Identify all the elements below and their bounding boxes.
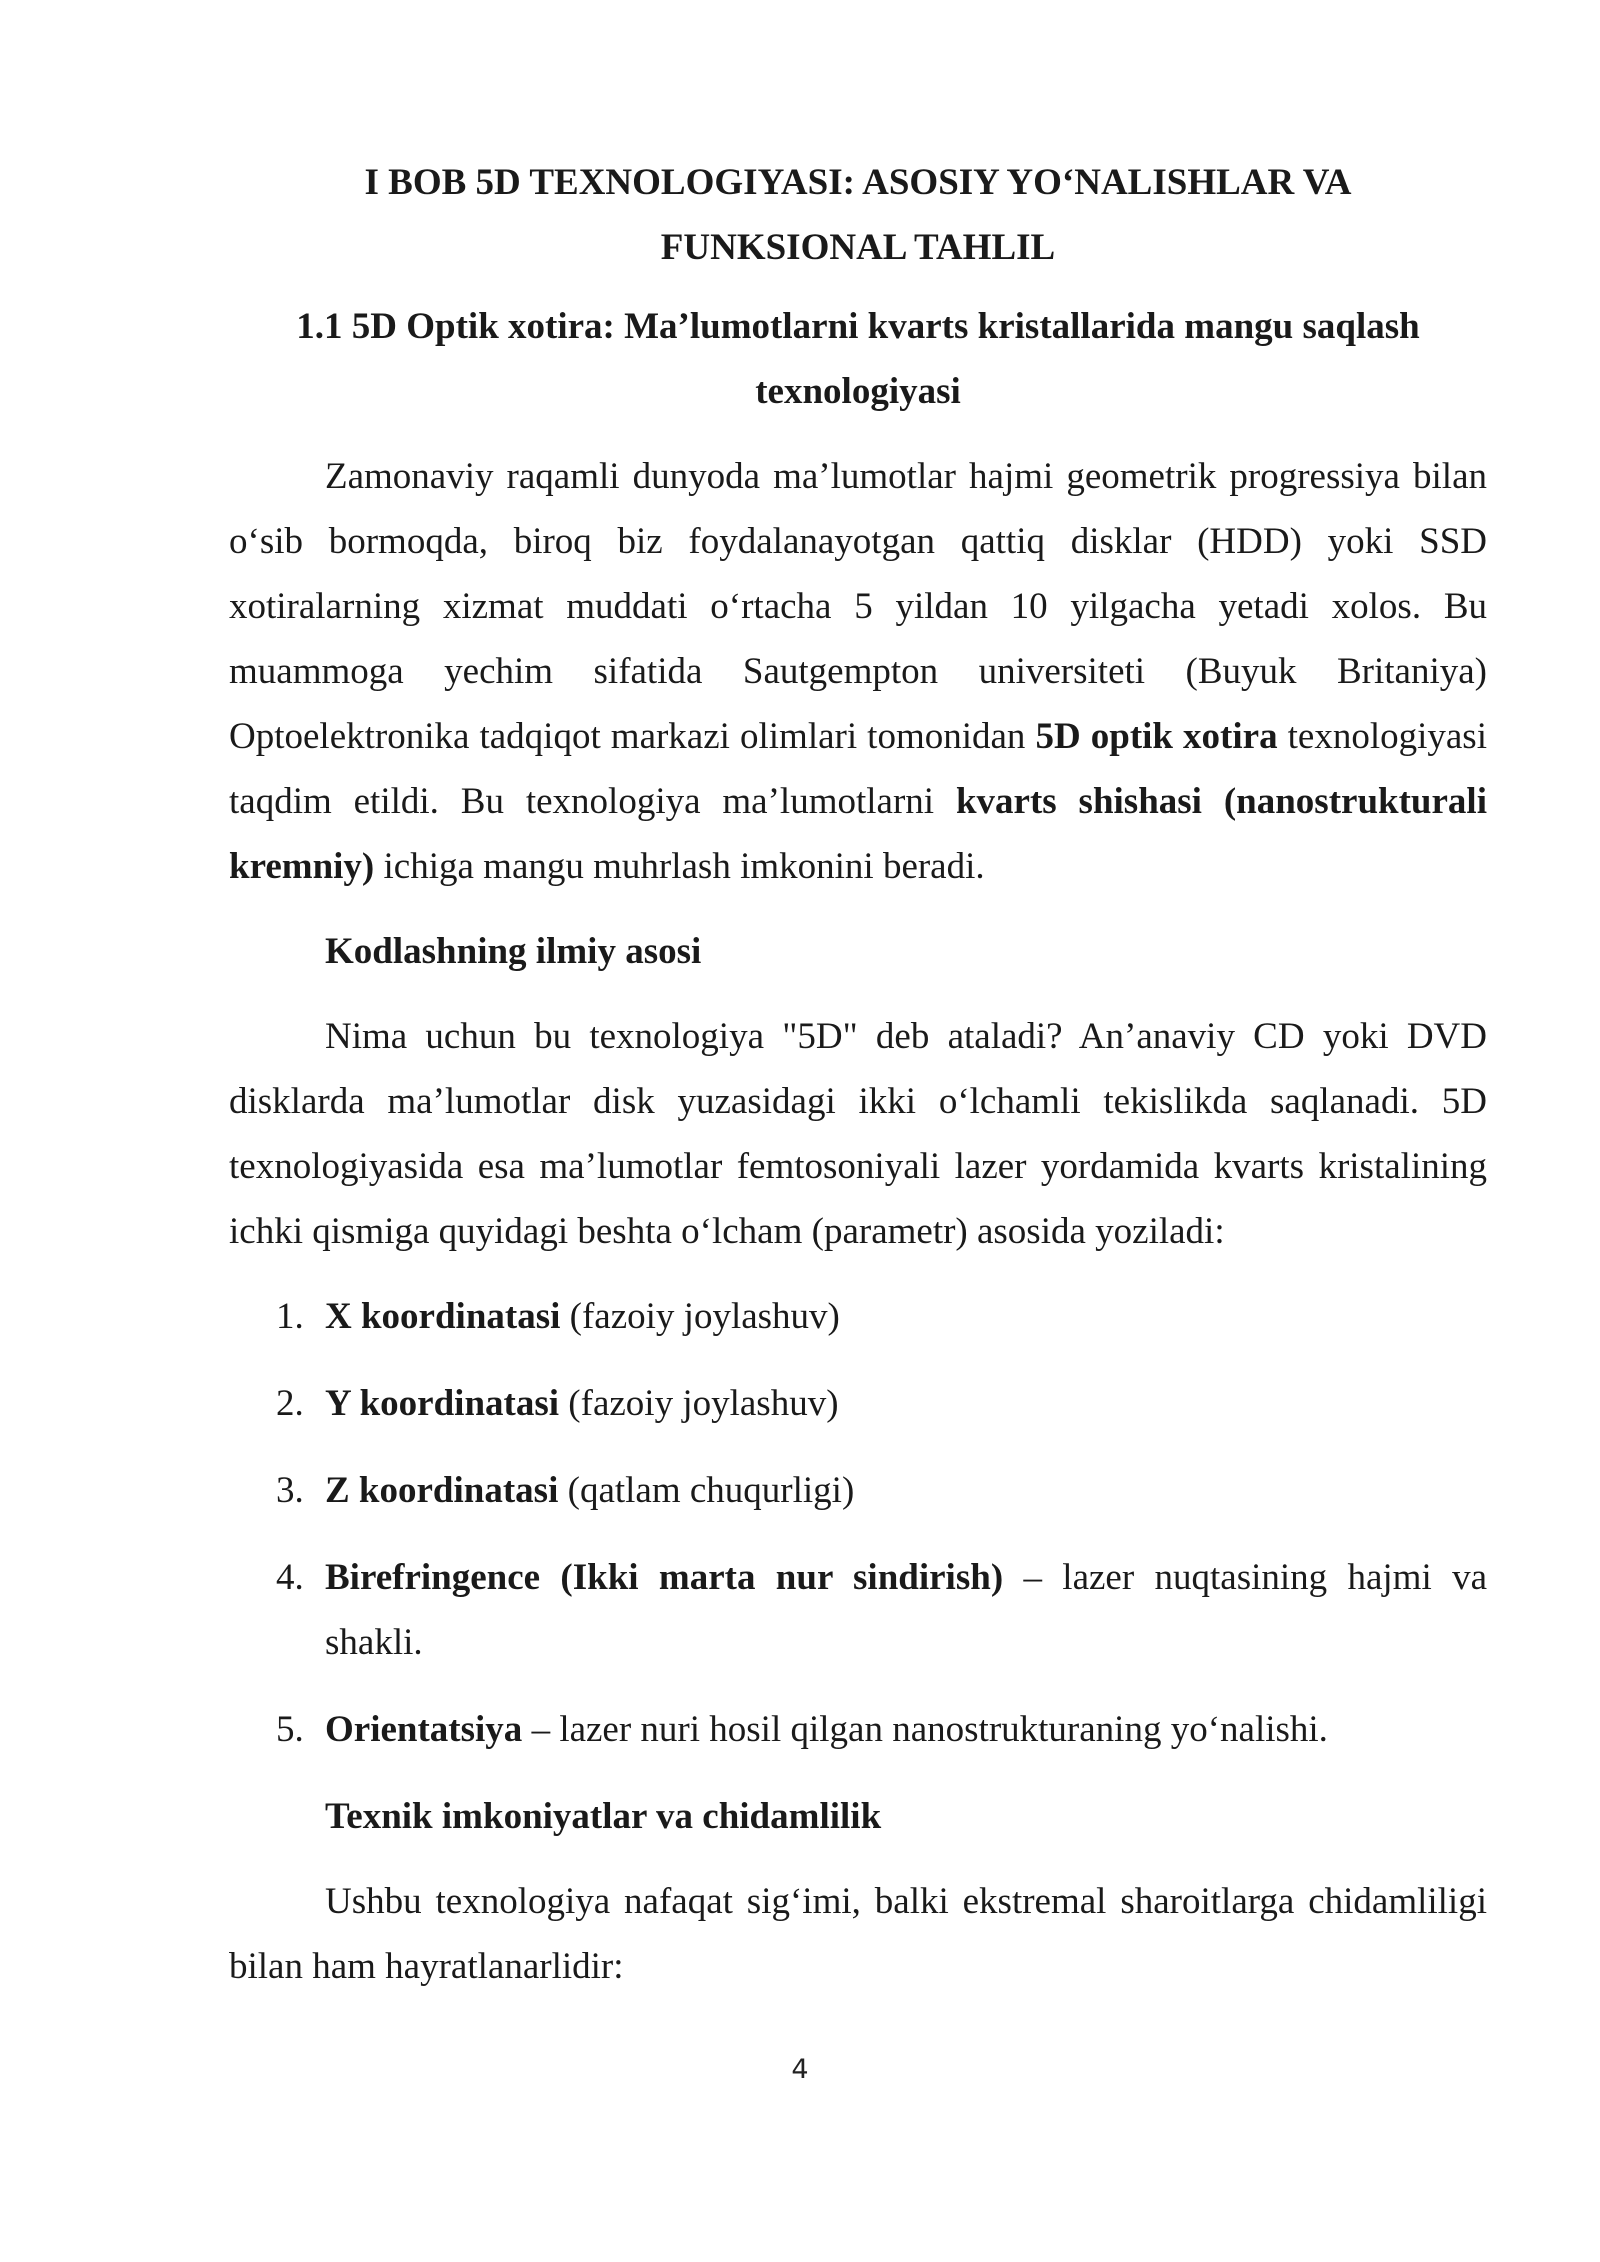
list-item (229, 1371, 1487, 1436)
encoding-paragraph: Nima uchun bu texnologiya "5D" deb ataladi? An’anaviy CD yoki DVD disklarda ma’lumotlar disk yuzasidagi ikki o‘lchamli tekislikda saqlanadi. 5D texnologiyasida esa ma’lumotlar femtosoniyali lazer yordamida kvarts kristalining ichki qismiga quyidagi beshta o‘lcham (parametr) asosida yoziladi: (229, 1016, 1487, 1252)
list-item-description: (fazoiy joylashuv) (559, 1383, 839, 1424)
intro-bold-5d-optical-memory: 5D optik xotira (1035, 716, 1278, 757)
parameter-list (229, 1284, 1487, 1762)
list-item (229, 1458, 1487, 1523)
intro-bold-quartz-glass: kvarts shishasi (nanostrukturali kremniy) (229, 781, 1487, 887)
list-item (229, 1545, 1487, 1675)
intro-text-2: texnologiyasi taqdim etildi. Bu texnologiya ma’lumotlarni (229, 716, 1487, 822)
chapter-title (229, 150, 1487, 280)
document-page (229, 150, 1487, 1999)
list-item-number: 2. (276, 1383, 304, 1424)
list-item-description: – lazer nuri hosil qilgan nanostrukturaning yo‘nalishi. (522, 1709, 1328, 1750)
list-item-description: (qatlam chuqurligi) (558, 1470, 855, 1511)
section-title (229, 294, 1487, 424)
section-title-line-1: 1.1 5D Optik xotira: Ma’lumotlarni kvarts kristallarida mangu saqlash (296, 306, 1420, 347)
intro-paragraph (229, 444, 1487, 899)
list-item-term: Z koordinatasi (325, 1470, 559, 1511)
chapter-title-line-1: I BOB 5D TEXNOLOGIYASI: ASOSIY YO‘NALISHLAR VA (364, 162, 1352, 203)
list-item-term: X koordinatasi (325, 1296, 561, 1337)
list-item-term: Orientatsiya (325, 1709, 523, 1750)
list-item-term: Y koordinatasi (325, 1383, 560, 1424)
list-item (229, 1284, 1487, 1349)
list-item-description: (fazoiy joylashuv) (560, 1296, 840, 1337)
list-item-number: 1. (276, 1296, 304, 1337)
list-item-term: Birefringence (Ikki marta nur sindirish) (325, 1557, 1004, 1598)
list-item (229, 1697, 1487, 1762)
intro-text-1: Zamonaviy raqamli dunyoda ma’lumotlar hajmi geometrik progressiya bilan o‘sib bormoqda, biroq biz foydalanayotgan qattiq disklar (HDD) yoki SSD xotiralarning xizmat muddati o‘rtacha 5 yildan 10 yilgacha yetadi xolos. Bu muammoga yechim sifatida Sautgempton universiteti (Buyuk Britaniya) Optoelektronika tadqiqot markazi olimlari tomonidan (229, 456, 1487, 757)
subheading-technical: Texnik imkoniyatlar va chidamlilik (325, 1796, 882, 1837)
chapter-title-line-2: FUNKSIONAL TAHLIL (660, 227, 1056, 268)
list-item-number: 3. (276, 1470, 304, 1511)
section-title-line-2: texnologiyasi (755, 371, 961, 412)
list-item-number: 5. (276, 1709, 304, 1750)
subheading-encoding: Kodlashning ilmiy asosi (325, 931, 702, 972)
page-number: 4 (791, 2054, 809, 2085)
intro-text-3: ichiga mangu muhrlash imkonini beradi. (374, 846, 985, 887)
technical-paragraph: Ushbu texnologiya nafaqat sig‘imi, balki ekstremal sharoitlarga chidamliligi bilan ham hayratlanarlidir: (229, 1881, 1487, 1987)
list-item-description: – lazer nuqtasining hajmi va shakli. (325, 1557, 1487, 1663)
list-item-number: 4. (276, 1557, 304, 1598)
